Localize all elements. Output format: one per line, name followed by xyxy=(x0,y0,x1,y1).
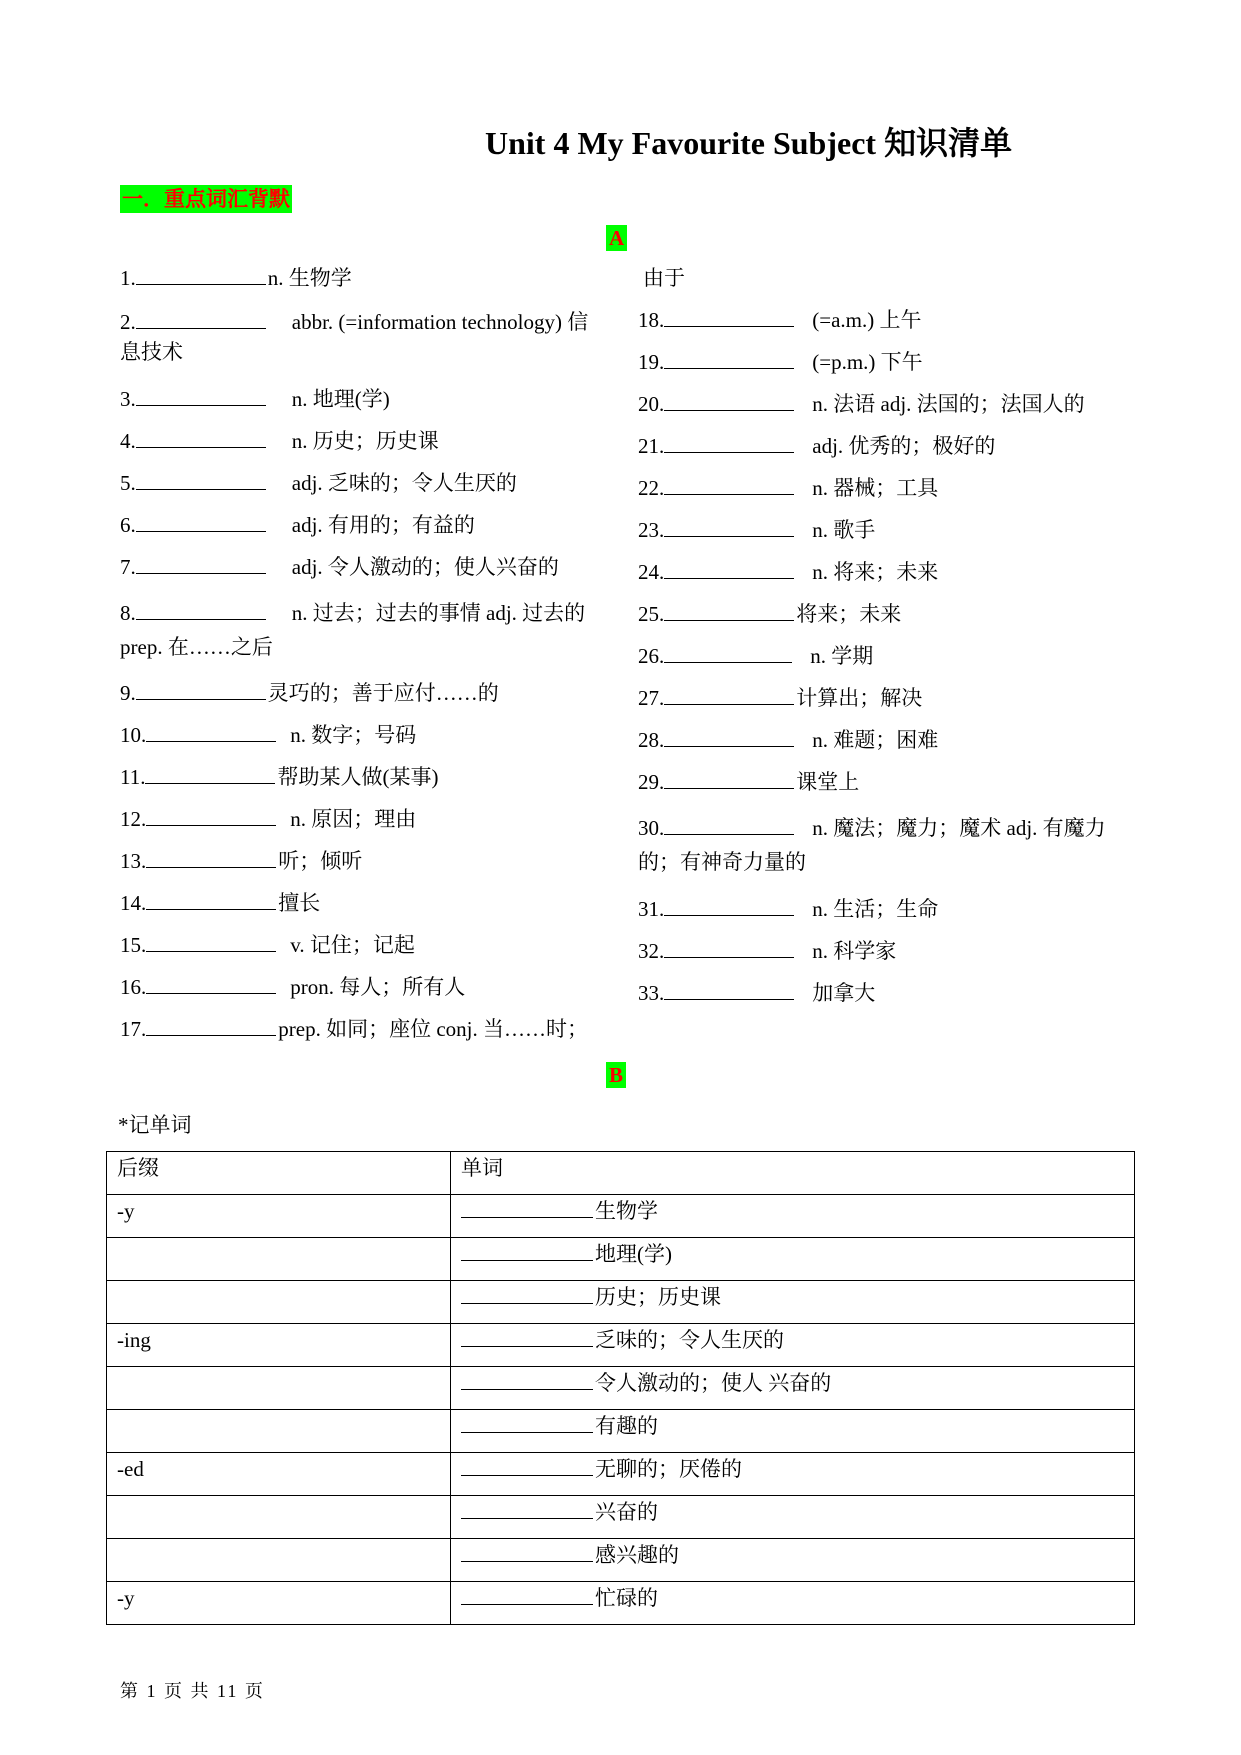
answer-blank[interactable] xyxy=(461,1539,593,1562)
answer-blank[interactable] xyxy=(664,432,794,453)
table-row xyxy=(107,1453,1135,1496)
vocab-item-28 xyxy=(638,724,938,756)
item-meaning: n. 法语 adj. 法国的；法国人的 xyxy=(812,392,1085,416)
vocab-item-5 xyxy=(120,467,517,499)
answer-blank[interactable] xyxy=(664,684,794,705)
answer-blank[interactable] xyxy=(136,599,266,620)
item-number: 29. xyxy=(638,770,665,794)
item-number: 13. xyxy=(120,849,147,873)
header-word: 单词 xyxy=(451,1152,1135,1195)
vocab-item-12 xyxy=(120,803,416,835)
page-title: Unit 4 My Favourite Subject 知识清单 xyxy=(485,125,1013,161)
suffix-cell: -y xyxy=(107,1582,451,1625)
item-number: 17. xyxy=(120,1017,147,1041)
suffix-cell: -ing xyxy=(107,1324,451,1367)
word-meaning: 令人激动的；使人 兴奋的 xyxy=(595,1371,832,1395)
item-meaning: v. 记住；记起 xyxy=(290,933,415,957)
item-number: 28. xyxy=(638,728,665,752)
table-row xyxy=(107,1410,1135,1453)
marker-a: A xyxy=(606,225,627,251)
vocab-item-6 xyxy=(120,509,475,541)
answer-blank[interactable] xyxy=(461,1324,593,1347)
item-number: 23. xyxy=(638,518,665,542)
item-number: 25. xyxy=(638,602,665,626)
answer-blank[interactable] xyxy=(664,306,794,327)
vocab-item-13 xyxy=(120,845,362,877)
suffix-cell xyxy=(107,1367,451,1410)
answer-blank[interactable] xyxy=(664,642,792,663)
answer-blank[interactable] xyxy=(461,1367,593,1390)
word-meaning: 无聊的；厌倦的 xyxy=(595,1457,742,1481)
answer-blank[interactable] xyxy=(136,308,266,329)
vocab-item-4 xyxy=(120,425,439,457)
item-number: 12. xyxy=(120,807,147,831)
table-row xyxy=(107,1582,1135,1625)
vocab-item-25 xyxy=(638,598,901,630)
suffix-cell: -ed xyxy=(107,1453,451,1496)
item-number: 27. xyxy=(638,686,665,710)
item-number: 7. xyxy=(120,555,136,579)
word-cell xyxy=(451,1367,1135,1410)
vocab-item-14 xyxy=(120,887,320,919)
suffix-cell xyxy=(107,1281,451,1324)
vocab-item-11 xyxy=(120,761,438,793)
item-meaning: n. 科学家 xyxy=(812,939,897,963)
answer-blank[interactable] xyxy=(461,1195,593,1218)
item-meaning: n. 器械；工具 xyxy=(812,476,939,500)
item-meaning: n. 数字；号码 xyxy=(290,723,417,747)
item-number: 20. xyxy=(638,392,665,416)
answer-blank[interactable] xyxy=(136,385,266,406)
item-number: 22. xyxy=(638,476,665,500)
word-meaning: 忙碌的 xyxy=(595,1586,658,1610)
item-number: 30. xyxy=(638,816,665,840)
item-meaning: 加拿大 xyxy=(812,981,876,1005)
item-number: 3. xyxy=(120,387,136,411)
vocab-item-10 xyxy=(120,719,416,751)
vocab-item-30 xyxy=(638,811,1118,879)
vocab-item-32 xyxy=(638,935,896,967)
item-meaning: n. 原因；理由 xyxy=(290,807,417,831)
answer-blank[interactable] xyxy=(664,814,794,835)
answer-blank[interactable] xyxy=(136,679,266,700)
item-number: 15. xyxy=(120,933,147,957)
item-meaning: n. 魔法；魔力；魔术 adj. 有魔力的；有神奇力量的 xyxy=(638,816,1106,874)
item-meaning: 将来；未来 xyxy=(796,602,902,626)
item-meaning: (=a.m.) 上午 xyxy=(812,308,922,332)
vocab-item-24 xyxy=(638,556,938,588)
item-meaning: n. 过去；过去的事情 adj. 过去的 prep. 在……之后 xyxy=(120,601,586,659)
item-number: 11. xyxy=(120,765,146,789)
answer-blank[interactable] xyxy=(664,600,794,621)
vocab-item-1 xyxy=(120,262,352,294)
section-heading: 一．重点词汇背默 xyxy=(122,187,290,211)
vocab-item-19 xyxy=(638,346,923,378)
answer-blank[interactable] xyxy=(136,511,266,532)
item-number: 19. xyxy=(638,350,665,374)
table-row xyxy=(107,1324,1135,1367)
word-cell xyxy=(451,1453,1135,1496)
item-number: 8. xyxy=(120,601,136,625)
item-meaning: 课堂上 xyxy=(796,770,860,794)
answer-blank[interactable] xyxy=(664,937,794,958)
suffix-word-table xyxy=(106,1151,1135,1625)
item-meaning: n. 生物学 xyxy=(267,266,352,290)
vocab-item-27 xyxy=(638,682,922,714)
vocab-item-33 xyxy=(638,977,875,1009)
word-meaning: 乏味的；令人生厌的 xyxy=(595,1328,784,1352)
vocab-item-17 xyxy=(120,1013,588,1045)
item-number: 2. xyxy=(120,310,136,334)
word-cell xyxy=(451,1496,1135,1539)
item-meaning: 计算出；解决 xyxy=(796,686,923,710)
item-meaning: prep. 如同；座位 conj. 当……时； xyxy=(278,1017,588,1041)
suffix-cell xyxy=(107,1539,451,1582)
answer-blank[interactable] xyxy=(136,427,266,448)
item-meaning: 擅长 xyxy=(278,891,321,915)
answer-blank[interactable] xyxy=(664,390,794,411)
item-meaning: pron. 每人；所有人 xyxy=(290,975,466,999)
table-row xyxy=(107,1281,1135,1324)
vocab-item-22 xyxy=(638,472,938,504)
word-cell xyxy=(451,1539,1135,1582)
vocab-item-2 xyxy=(120,307,590,367)
vocab-item-15 xyxy=(120,929,415,961)
item-number: 9. xyxy=(120,681,136,705)
item-meaning: n. 历史；历史课 xyxy=(291,429,439,453)
item-number: 5. xyxy=(120,471,136,495)
item-meaning: adj. 令人激动的；使人兴奋的 xyxy=(291,555,559,579)
marker-b: B xyxy=(606,1062,626,1088)
answer-blank[interactable] xyxy=(664,768,794,789)
word-meaning: 地理(学) xyxy=(595,1242,672,1266)
table-row xyxy=(107,1238,1135,1281)
answer-blank[interactable] xyxy=(136,553,266,574)
item-meaning: 听；倾听 xyxy=(278,849,363,873)
item-number: 21. xyxy=(638,434,665,458)
vocab-item-26 xyxy=(638,640,873,672)
answer-blank[interactable] xyxy=(146,721,276,742)
item-meaning: n. 歌手 xyxy=(812,518,876,542)
word-cell xyxy=(451,1195,1135,1238)
item-meaning: 灵巧的；善于应付……的 xyxy=(267,681,499,705)
vocab-item-23 xyxy=(638,514,875,546)
item-number: 1. xyxy=(120,266,136,290)
table-header-row xyxy=(107,1152,1135,1195)
answer-blank[interactable] xyxy=(146,889,276,910)
word-cell xyxy=(451,1410,1135,1453)
answer-blank[interactable] xyxy=(664,558,794,579)
item-meaning: n. 学期 xyxy=(810,644,874,668)
vocab-item-8 xyxy=(120,596,590,664)
answer-blank[interactable] xyxy=(664,895,794,916)
item-number: 4. xyxy=(120,429,136,453)
page-footer: 第 1 页 共 11 页 xyxy=(120,1681,265,1701)
word-meaning: 历史；历史课 xyxy=(595,1285,721,1309)
answer-blank[interactable] xyxy=(461,1410,593,1433)
word-cell xyxy=(451,1238,1135,1281)
item-meaning: adj. 有用的；有益的 xyxy=(291,513,475,537)
continuation-text: 由于 xyxy=(643,266,685,290)
item-number: 26. xyxy=(638,644,665,668)
word-cell xyxy=(451,1324,1135,1367)
answer-blank[interactable] xyxy=(461,1238,593,1261)
item-number: 31. xyxy=(638,897,665,921)
vocab-item-18 xyxy=(638,304,922,336)
vocab-item-31 xyxy=(638,893,938,925)
item-number: 18. xyxy=(638,308,665,332)
item-meaning: n. 生活；生命 xyxy=(812,897,939,921)
item-meaning: adj. 乏味的；令人生厌的 xyxy=(291,471,517,495)
item-meaning: n. 地理(学) xyxy=(291,387,390,411)
table-row xyxy=(107,1539,1135,1582)
item-number: 16. xyxy=(120,975,147,999)
item-meaning: 帮助某人做(某事) xyxy=(277,765,439,789)
answer-blank[interactable] xyxy=(146,973,276,994)
table-row xyxy=(107,1367,1135,1410)
vocab-item-7 xyxy=(120,551,559,583)
word-cell xyxy=(451,1582,1135,1625)
item-meaning: adj. 优秀的；极好的 xyxy=(812,434,996,458)
word-meaning: 有趣的 xyxy=(595,1414,658,1438)
answer-blank[interactable] xyxy=(461,1496,593,1519)
answer-blank[interactable] xyxy=(664,348,794,369)
item-meaning: n. 将来；未来 xyxy=(812,560,939,584)
item-number: 33. xyxy=(638,981,665,1005)
vocab-item-29 xyxy=(638,766,859,798)
item-number: 32. xyxy=(638,939,665,963)
suffix-cell xyxy=(107,1238,451,1281)
answer-blank[interactable] xyxy=(146,1015,276,1036)
answer-blank[interactable] xyxy=(145,763,275,784)
item-meaning: (=p.m.) 下午 xyxy=(812,350,923,374)
suffix-cell: -y xyxy=(107,1195,451,1238)
answer-blank[interactable] xyxy=(136,264,266,285)
word-cell xyxy=(451,1281,1135,1324)
header-suffix: 后缀 xyxy=(107,1152,451,1195)
answer-blank[interactable] xyxy=(664,726,794,747)
answer-blank[interactable] xyxy=(664,474,794,495)
answer-blank[interactable] xyxy=(461,1281,593,1304)
table-row xyxy=(107,1195,1135,1238)
item-number: 14. xyxy=(120,891,147,915)
table-row xyxy=(107,1496,1135,1539)
answer-blank[interactable] xyxy=(146,805,276,826)
suffix-cell xyxy=(107,1496,451,1539)
vocab-item-20 xyxy=(638,388,1085,420)
word-meaning: 感兴趣的 xyxy=(595,1543,679,1567)
note-label: *记单词 xyxy=(118,1113,192,1137)
item-number: 6. xyxy=(120,513,136,537)
answer-blank[interactable] xyxy=(461,1453,593,1476)
item-number: 10. xyxy=(120,723,147,747)
item-number: 24. xyxy=(638,560,665,584)
answer-blank[interactable] xyxy=(664,516,794,537)
vocab-item-9 xyxy=(120,677,499,709)
vocab-item-3 xyxy=(120,383,390,415)
answer-blank[interactable] xyxy=(146,931,276,952)
answer-blank[interactable] xyxy=(664,979,794,1000)
item-meaning: abbr. (=information technology) 信息技术 xyxy=(120,310,589,364)
vocab-item-16 xyxy=(120,971,465,1003)
word-meaning: 兴奋的 xyxy=(595,1500,658,1524)
vocab-item-21 xyxy=(638,430,995,462)
answer-blank[interactable] xyxy=(136,469,266,490)
answer-blank[interactable] xyxy=(146,847,276,868)
suffix-cell xyxy=(107,1410,451,1453)
word-meaning: 生物学 xyxy=(595,1199,658,1223)
item-meaning: n. 难题；困难 xyxy=(812,728,939,752)
answer-blank[interactable] xyxy=(461,1582,593,1605)
